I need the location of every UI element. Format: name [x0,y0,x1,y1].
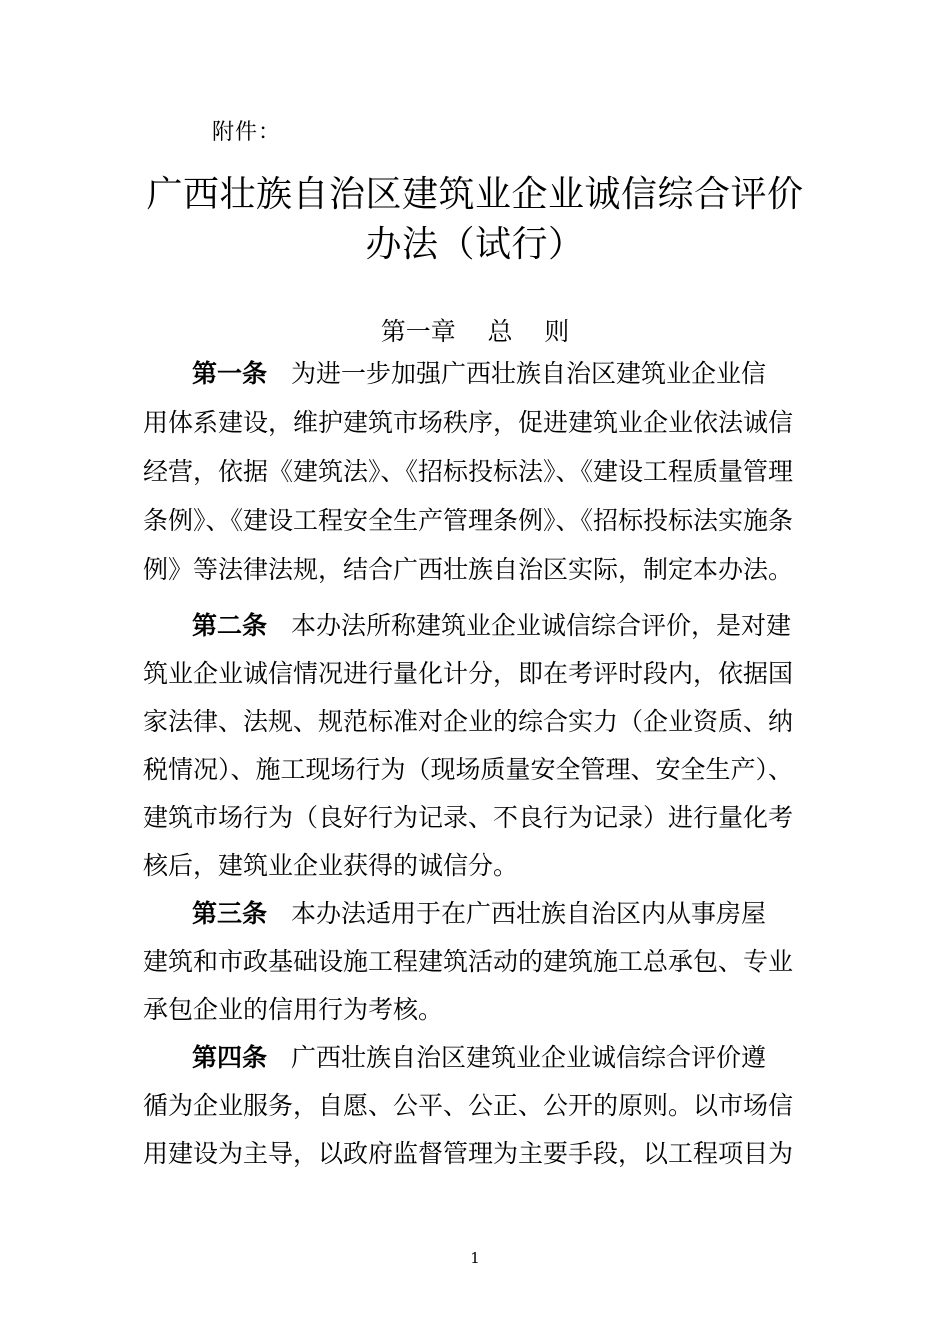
article-3-label: 第三条 [192,899,268,928]
article-2-line: 筑业企业诚信情况进行量化计分，即在考评时段内，依据国 [143,659,794,688]
article-2-line: 建筑市场行为（良好行为记录、不良行为记录）进行量化考 [143,803,794,832]
chapter-heading: 第一章 总 则 [380,317,570,346]
article-4-text: 广西壮族自治区建筑业企业诚信综合评价遵 [291,1043,767,1072]
article-1-line: 条例》、《建设工程安全生产管理条例》、《招标投标法实施条 [143,506,794,535]
document-title-line-1: 广西壮族自治区建筑业企业诚信综合评价 [146,174,804,215]
article-3-line: 承包企业的信用行为考核。 [143,995,444,1024]
attachment-label: 附件： [212,120,282,145]
article-1-line: 用体系建设，维护建筑市场秩序，促进建筑业企业依法诚信 [143,408,794,437]
article-2-line: 核后，建筑业企业获得的诚信分。 [143,851,519,880]
article-1-label: 第一条 [192,359,268,388]
article-4-line: 循为企业服务，自愿、公平、公正、公开的原则。以市场信 [143,1091,794,1120]
article-2-line: 税情况）、施工现场行为（现场质量安全管理、安全生产）、 [143,755,794,784]
article-1-first-line [192,356,766,392]
article-1-line: 例》等法律法规，结合广西壮族自治区实际，制定本办法。 [143,555,794,584]
article-4-label: 第四条 [192,1043,268,1072]
article-4-first-line [192,1040,766,1076]
article-3-line: 建筑和市政基础设施工程建筑活动的建筑施工总承包、专业 [143,947,794,976]
page-number: 1 [470,1249,480,1267]
article-2-label: 第二条 [192,611,268,640]
article-3-text: 本办法适用于在广西壮族自治区内从事房屋 [291,899,767,928]
article-4-line: 用建设为主导，以政府监督管理为主要手段，以工程项目为 [143,1139,794,1168]
article-3-first-line [192,896,766,932]
article-2-text: 本办法所称建筑业企业诚信综合评价，是对建 [291,611,792,640]
article-1-line: 经营，依据《建筑法》、《招标投标法》、《建设工程质量管理 [143,457,794,486]
article-2-first-line [192,608,791,644]
document-title-line-2: 办法（试行） [365,224,585,265]
article-1-text: 为进一步加强广西壮族自治区建筑业企业信 [291,359,767,388]
article-2-line: 家法律、法规、规范标准对企业的综合实力（企业资质、纳 [143,707,794,736]
